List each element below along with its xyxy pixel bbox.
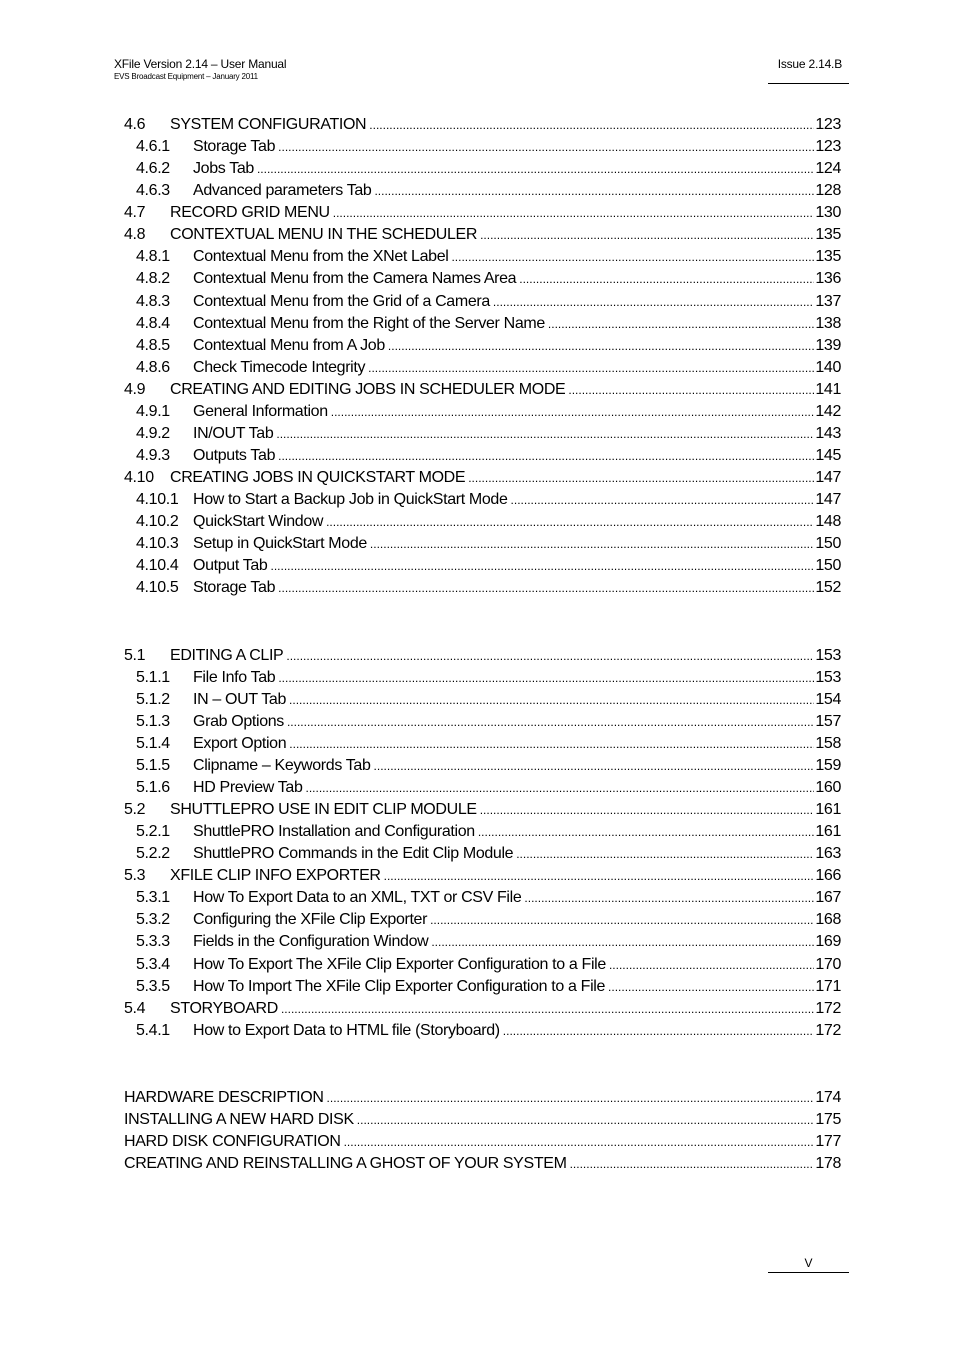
toc-entry-title: Storage Tab <box>193 138 276 155</box>
toc-entry-title: IN/OUT Tab <box>193 425 274 442</box>
document-title: XFile Version 2.14 – User Manual <box>114 57 287 71</box>
toc-dot-leader <box>548 313 814 335</box>
toc-dot-leader <box>430 909 814 931</box>
toc-dot-leader <box>503 1020 815 1042</box>
toc-entry-number: 5.4 <box>124 1000 146 1017</box>
toc-entry[interactable] <box>124 843 841 865</box>
toc-dot-leader <box>493 291 814 313</box>
toc-entry-title: How to Start a Backup Job in QuickStart Mode <box>193 491 508 508</box>
toc-entry-title: RECORD GRID MENU <box>170 204 330 221</box>
toc-entry-page: 137 <box>815 293 841 310</box>
toc-entry-number: 4.10.3 <box>136 535 179 552</box>
toc-entry-page: 166 <box>815 867 841 884</box>
toc-entry[interactable] <box>124 931 841 953</box>
toc-entry-number: 4.10.1 <box>136 491 179 508</box>
toc-dot-leader <box>370 533 814 555</box>
toc-dot-leader <box>278 445 814 467</box>
toc-entry-number: 4.6.1 <box>136 138 170 155</box>
toc-entry-page: 174 <box>815 1089 841 1106</box>
toc-entry[interactable] <box>124 467 841 489</box>
toc-entry[interactable] <box>124 533 841 555</box>
toc-entry[interactable] <box>124 777 841 799</box>
toc-entry-title: XFILE CLIP INFO EXPORTER <box>170 867 381 884</box>
toc-entry-number: 4.9.3 <box>136 447 170 464</box>
toc-entry[interactable] <box>124 511 841 533</box>
toc-entry-title: Advanced parameters Tab <box>193 182 372 199</box>
toc-entry-number: 4.8.6 <box>136 359 170 376</box>
toc-entry-number: 4.9.2 <box>136 425 170 442</box>
toc-entry-title: Setup in QuickStart Mode <box>193 535 367 552</box>
toc-entry-page: 177 <box>815 1133 841 1150</box>
toc-entry[interactable] <box>124 268 841 290</box>
toc-entry-page: 153 <box>815 669 841 686</box>
toc-entry-page: 150 <box>815 535 841 552</box>
toc-entry[interactable] <box>124 887 841 909</box>
toc-dot-leader <box>357 1109 815 1131</box>
document-subtitle: EVS Broadcast Equipment – January 2011 <box>114 72 258 81</box>
toc-entry[interactable] <box>124 180 841 202</box>
toc-dot-leader <box>278 136 814 158</box>
toc-entry[interactable] <box>124 998 841 1020</box>
toc-entry-page: 178 <box>815 1155 841 1172</box>
toc-entry-number: 4.8 <box>124 226 146 243</box>
toc-dot-leader <box>374 755 815 777</box>
toc-entry[interactable] <box>124 114 841 136</box>
toc-entry-page: 168 <box>815 911 841 928</box>
toc-entry-page: 145 <box>815 447 841 464</box>
toc-entry[interactable] <box>124 733 841 755</box>
toc-entry[interactable] <box>124 689 841 711</box>
toc-entry[interactable] <box>124 1020 841 1042</box>
toc-entry[interactable] <box>124 379 841 401</box>
toc-entry-page: 123 <box>815 116 841 133</box>
toc-entry-number: 5.1.2 <box>136 691 170 708</box>
toc-entry[interactable] <box>124 224 841 246</box>
toc-entry-page: 153 <box>815 647 841 664</box>
toc-entry-page: 143 <box>815 425 841 442</box>
toc-entry-page: 161 <box>815 823 841 840</box>
toc-entry-title: ShuttlePRO Installation and Configuration <box>193 823 475 840</box>
toc-entry-number: 5.3 <box>124 867 146 884</box>
toc-entry-number: 5.1.1 <box>136 669 170 686</box>
toc-dot-leader <box>368 357 814 379</box>
toc-entry[interactable] <box>124 799 841 821</box>
toc-entry[interactable] <box>124 1087 841 1109</box>
toc-entry-page: 150 <box>815 557 841 574</box>
issue-label: Issue 2.14.B <box>777 57 842 71</box>
toc-entry[interactable] <box>124 645 841 667</box>
toc-entry-title: How To Import The XFile Clip Exporter Configuration to a File <box>193 978 606 995</box>
toc-dot-leader <box>511 489 815 511</box>
toc-entry-title: File Info Tab <box>193 669 276 686</box>
toc-entry-title: SHUTTLEPRO USE IN EDIT CLIP MODULE <box>170 801 477 818</box>
toc-entry-number: 4.8.2 <box>136 270 170 287</box>
toc-entry-page: 148 <box>815 513 841 530</box>
toc-dot-leader <box>278 577 814 599</box>
toc-entry-page: 142 <box>815 403 841 420</box>
toc-dot-leader <box>519 268 814 290</box>
toc-entry-page: 147 <box>815 469 841 486</box>
toc-entry-page: 172 <box>815 1000 841 1017</box>
toc-entry-title: Contextual Menu from the Camera Names Area <box>193 270 517 287</box>
toc-entry-page: 140 <box>815 359 841 376</box>
toc-entry-number: 4.10.4 <box>136 557 179 574</box>
toc-entry-page: 171 <box>815 978 841 995</box>
toc-entry[interactable] <box>124 357 841 379</box>
toc-entry[interactable] <box>124 909 841 931</box>
toc-entry-number: 5.3.1 <box>136 889 170 906</box>
toc-entry-page: 169 <box>815 933 841 950</box>
toc-entry-number: 4.10.2 <box>136 513 179 530</box>
toc-entry-page: 138 <box>815 315 841 332</box>
toc-entry[interactable] <box>124 1109 841 1131</box>
toc-entry-title: ShuttlePRO Commands in the Edit Clip Module <box>193 845 514 862</box>
toc-dot-leader <box>289 733 814 755</box>
toc-dot-leader <box>278 667 814 689</box>
running-header <box>114 57 286 82</box>
toc-entry-title: Fields in the Configuration Window <box>193 933 429 950</box>
toc-entry-title: Output Tab <box>193 557 268 574</box>
toc-entry-title: Contextual Menu from the Grid of a Camera <box>193 293 490 310</box>
toc-entry-number: 5.3.2 <box>136 911 170 928</box>
toc-entry-title: Contextual Menu from the Right of the Server Name <box>193 315 545 332</box>
toc-entry-title: Configuring the XFile Clip Exporter <box>193 911 428 928</box>
toc-entry[interactable] <box>124 667 841 689</box>
toc-entry-title: CREATING AND REINSTALLING A GHOST OF YOUR SYSTEM <box>124 1155 567 1172</box>
toc-dot-leader <box>306 777 815 799</box>
toc-entry-number: 4.10.5 <box>136 579 179 596</box>
toc-entry-page: 130 <box>815 204 841 221</box>
toc-entry-page: 135 <box>815 248 841 265</box>
toc-entry-number: 5.1.5 <box>136 757 170 774</box>
toc-entry[interactable] <box>124 401 841 423</box>
toc-entry-number: 5.4.1 <box>136 1022 170 1039</box>
toc-entry-number: 4.7 <box>124 204 146 221</box>
toc-entry-page: 157 <box>815 713 841 730</box>
toc-entry-page: 141 <box>815 381 841 398</box>
toc-entry-title: How to Export Data to HTML file (Storyboard) <box>193 1022 500 1039</box>
toc-dot-leader <box>451 246 814 268</box>
toc-entry-page: 123 <box>815 138 841 155</box>
toc-entry-page: 161 <box>815 801 841 818</box>
toc-entry-number: 5.1.6 <box>136 779 170 796</box>
toc-entry[interactable] <box>124 291 841 313</box>
toc-entry[interactable] <box>124 555 841 577</box>
toc-entry-title: Contextual Menu from A Job <box>193 337 385 354</box>
toc-dot-leader <box>276 423 814 445</box>
toc-dot-leader <box>331 401 815 423</box>
toc-entry-title: HARDWARE DESCRIPTION <box>124 1089 324 1106</box>
toc-dot-leader <box>516 843 814 865</box>
toc-dot-leader <box>478 821 815 843</box>
toc-entry-number: 4.9 <box>124 381 146 398</box>
toc-entry-page: 136 <box>815 270 841 287</box>
toc-entry-title: Jobs Tab <box>193 160 254 177</box>
toc-dot-leader <box>333 202 815 224</box>
toc-dot-leader <box>524 887 814 909</box>
toc-entry-title: CREATING AND EDITING JOBS IN SCHEDULER MODE <box>170 381 566 398</box>
toc-entry[interactable] <box>124 445 841 467</box>
toc-entry-title: IN – OUT Tab <box>193 691 287 708</box>
toc-dot-leader <box>384 865 815 887</box>
toc-entry[interactable] <box>124 136 841 158</box>
toc-entry-page: 160 <box>815 779 841 796</box>
toc-dot-leader <box>287 711 814 733</box>
toc-entry[interactable] <box>124 755 841 777</box>
toc-dot-leader <box>374 180 814 202</box>
toc-entry-number: 5.2.1 <box>136 823 170 840</box>
toc-dot-leader <box>570 1153 815 1175</box>
toc-entry[interactable] <box>124 489 841 511</box>
toc-entry-page: 170 <box>815 956 841 973</box>
toc-dot-leader <box>326 511 814 533</box>
header-rule <box>768 83 849 84</box>
toc-dot-leader <box>257 158 814 180</box>
toc-entry[interactable] <box>124 577 841 599</box>
toc-entry-number: 4.9.1 <box>136 403 170 420</box>
toc-dot-leader <box>608 976 814 998</box>
toc-entry-number: 5.3.3 <box>136 933 170 950</box>
page-number: V <box>804 1256 813 1270</box>
toc-dot-leader <box>286 645 814 667</box>
toc-dot-leader <box>271 555 815 577</box>
toc-entry-title: Storage Tab <box>193 579 276 596</box>
toc-entry[interactable] <box>124 335 841 357</box>
toc-entry[interactable] <box>124 821 841 843</box>
toc-entry[interactable] <box>124 423 841 445</box>
toc-entry-number: 4.6.2 <box>136 160 170 177</box>
toc-entry-title: Export Option <box>193 735 287 752</box>
toc-entry-page: 135 <box>815 226 841 243</box>
toc-entry-number: 4.6.3 <box>136 182 170 199</box>
footer-rule <box>768 1272 849 1273</box>
toc-entry-title: Check Timecode Integrity <box>193 359 366 376</box>
toc-entry[interactable] <box>124 1153 841 1175</box>
toc-entry-page: 167 <box>815 889 841 906</box>
toc-entry-title: HD Preview Tab <box>193 779 303 796</box>
toc-dot-leader <box>431 931 814 953</box>
toc-dot-leader <box>281 998 814 1020</box>
toc-entry-page: 147 <box>815 491 841 508</box>
toc-dot-leader <box>327 1087 815 1109</box>
toc-entry-number: 5.2.2 <box>136 845 170 862</box>
toc-entry-page: 163 <box>815 845 841 862</box>
toc-dot-leader <box>609 954 814 976</box>
toc-entry-title: STORYBOARD <box>170 1000 278 1017</box>
toc-entry-page: 154 <box>815 691 841 708</box>
toc-dot-leader <box>468 467 814 489</box>
toc-entry-title: General Information <box>193 403 328 420</box>
toc-entry[interactable] <box>124 865 841 887</box>
toc-entry-page: 159 <box>815 757 841 774</box>
toc-entry-title: Grab Options <box>193 713 284 730</box>
toc-entry[interactable] <box>124 711 841 733</box>
toc-entry-title: QuickStart Window <box>193 513 324 530</box>
toc-entry-page: 139 <box>815 337 841 354</box>
toc-dot-leader <box>289 689 814 711</box>
toc-entry-number: 5.1.4 <box>136 735 170 752</box>
toc-entry-title: Outputs Tab <box>193 447 276 464</box>
toc-entry-page: 158 <box>815 735 841 752</box>
toc-entry-page: 172 <box>815 1022 841 1039</box>
toc-entry-title: How To Export Data to an XML, TXT or CSV File <box>193 889 522 906</box>
toc-dot-leader <box>369 114 814 136</box>
toc-entry-number: 4.8.5 <box>136 337 170 354</box>
toc-entry-title: INSTALLING A NEW HARD DISK <box>124 1111 354 1128</box>
toc-dot-leader <box>568 379 814 401</box>
toc-entry-number: 4.8.3 <box>136 293 170 310</box>
toc-entry-number: 5.1.3 <box>136 713 170 730</box>
toc-entry-number: 4.10 <box>124 469 154 486</box>
toc-entry-page: 175 <box>815 1111 841 1128</box>
toc-entry[interactable] <box>124 158 841 180</box>
toc-entry-title: SYSTEM CONFIGURATION <box>170 116 367 133</box>
toc-entry-page: 128 <box>815 182 841 199</box>
toc-entry-number: 5.1 <box>124 647 146 664</box>
toc-entry-number: 5.3.5 <box>136 978 170 995</box>
toc-entry-title: HARD DISK CONFIGURATION <box>124 1133 341 1150</box>
toc-entry-title: How To Export The XFile Clip Exporter Configuration to a File <box>193 956 606 973</box>
toc-entry[interactable] <box>124 1131 841 1153</box>
toc-entry-page: 152 <box>815 579 841 596</box>
toc-entry-number: 4.8.4 <box>136 315 170 332</box>
toc-entry-title: EDITING A CLIP <box>170 647 284 664</box>
toc-entry[interactable] <box>124 954 841 976</box>
toc-dot-leader <box>480 224 814 246</box>
toc-entry-page: 124 <box>815 160 841 177</box>
toc-dot-leader <box>344 1131 815 1153</box>
toc-dot-leader <box>480 799 815 821</box>
toc-entry-title: CONTEXTUAL MENU IN THE SCHEDULER <box>170 226 478 243</box>
toc-entry-title: CREATING JOBS IN QUICKSTART MODE <box>170 469 466 486</box>
toc-entry[interactable] <box>124 976 841 998</box>
toc-entry-title: Contextual Menu from the XNet Label <box>193 248 449 265</box>
toc-entry-number: 5.2 <box>124 801 146 818</box>
toc-entry[interactable] <box>124 313 841 335</box>
toc-entry-number: 4.8.1 <box>136 248 170 265</box>
toc-dot-leader <box>388 335 814 357</box>
toc-entry[interactable] <box>124 246 841 268</box>
toc-entry[interactable] <box>124 202 841 224</box>
toc-entry-title: Clipname – Keywords Tab <box>193 757 371 774</box>
toc-entry-number: 4.6 <box>124 116 146 133</box>
toc-entry-number: 5.3.4 <box>136 956 170 973</box>
